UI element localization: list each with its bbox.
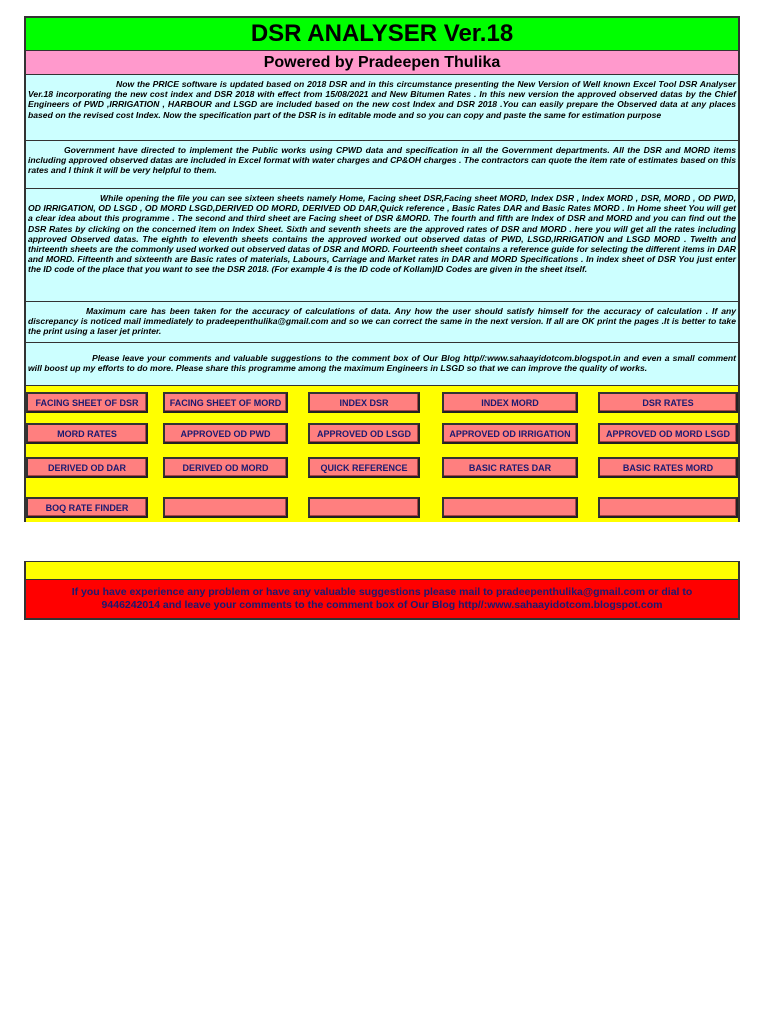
home-sheet: [24, 16, 740, 522]
basic-rates-dar-button[interactable]: BASIC RATES DAR: [442, 457, 578, 478]
quick-reference-button[interactable]: QUICK REFERENCE: [308, 457, 420, 478]
footer-spacer-bar: [26, 561, 738, 580]
contact-message: If you have experience any problem or have any valuable suggestions please mail to pradeepenthulika@gmail.com or dial to 9446242014 and leave your comments to the comment box of Our Blog http//:www.sahaayidotcom.blogspot.com: [26, 580, 738, 618]
empty-button-1[interactable]: [163, 497, 288, 518]
mord-rates-button[interactable]: MORD RATES: [26, 423, 148, 444]
dsr-rates-button[interactable]: DSR RATES: [598, 392, 738, 413]
page-title: DSR ANALYSER Ver.18: [26, 18, 738, 51]
index-mord-button[interactable]: INDEX MORD: [442, 392, 578, 413]
accuracy-paragraph: Maximum care has been taken for the accuracy of calculations of data. Any how the user should satisfy himself for the accuracy of calculation . If any discrepancy is noticed mail immediately to pradeepenthulika@gmail.com and so we can correct the same in the next version. If all are OK print the pages .It is better to take the print using a laser jet printer.: [26, 302, 738, 343]
basic-rates-mord-button[interactable]: BASIC RATES MORD: [598, 457, 738, 478]
government-paragraph: Government have directed to implement the Public works using CPWD data and specification in all the Government departments. All the DSR and MORD items including approved observed datas are included in Excel format with water charges and CP&OH charges . The contractors can quote the item rate of estimates based on this rates and I think it will be very helpful to them.: [26, 141, 738, 189]
intro-paragraph: Now the PRICE software is updated based on 2018 DSR and in this circumstance presenting the New Version of Well known Excel Tool DSR Analyser Ver.18 incorporating the new cost index and DSR 2018 with effect from 15/08/2021 and New Bitumen Rates . In this new version the approved observed datas by the Chief Engineers of PWD ,IRRIGATION , HARBOUR and LSGD are included based on the new cost Index and DSR 2018 .You can easily prepare the Observed data at any places based on the revised cost Index. Now the specification part of the DSR is in editable mode and so you can copy and paste the same for estimation purpose: [26, 75, 738, 141]
approved-od-mord-lsgd-button[interactable]: APPROVED OD MORD LSGD: [598, 423, 738, 444]
facing-sheet-mord-button[interactable]: FACING SHEET OF MORD: [163, 392, 288, 413]
empty-button-3[interactable]: [442, 497, 578, 518]
approved-od-pwd-button[interactable]: APPROVED OD PWD: [163, 423, 288, 444]
derived-od-dar-button[interactable]: DERIVED OD DAR: [26, 457, 148, 478]
footer-section: [24, 561, 740, 620]
boq-rate-finder-button[interactable]: BOQ RATE FINDER: [26, 497, 148, 518]
empty-button-4[interactable]: [598, 497, 738, 518]
approved-od-lsgd-button[interactable]: APPROVED OD LSGD: [308, 423, 420, 444]
empty-button-2[interactable]: [308, 497, 420, 518]
page-subtitle: Powered by Pradeepen Thulika: [26, 51, 738, 75]
index-dsr-button[interactable]: INDEX DSR: [308, 392, 420, 413]
facing-sheet-dsr-button[interactable]: FACING SHEET OF DSR: [26, 392, 148, 413]
navigation-button-grid: [26, 386, 738, 522]
sheets-description-paragraph: While opening the file you can see sixteen sheets namely Home, Facing sheet DSR,Facing sheet MORD, Index DSR , Index MORD , DSR, MORD , OD PWD, OD IRRIGATION, OD LSGD , OD MORD LSGD,DERIVED OD MORD, DERIVED OD DAR,Quick reference , Basic Rates DAR and Basic Rates MORD . In Home sheet You will get a clear idea about this programme . The second and third sheet are Facing sheet of DSR &MORD. The fourth and fifth are Index of DSR and MORD and you can find out the DSR Rates by clicking on the concerned item on Index Sheet. Sixth and seventh sheets are the approved rates of DSR and MORD . here you will get all the rates including approved Observed datas. The eighth to eleventh sheets contains the approved worked out observed datas of PWD, LSGD,IRRIGATION and LSGD MORD . Twelth and thirteenth sheets are the commonly used worked out observed datas of DSR and MORD. Fourteenth sheet contains a reference guide for selecting the different items in DAR and MORD. Fifteenth and sixteenth are Basic rates of materials, Labours, Carriage and Market rates in DAR and MORD Specifications . In index sheet of DSR You just enter the ID code of the place that you want to see the DSR 2018. (For example 4 is the ID code of Kollam)ID Codes are given in the sheet itself.: [26, 189, 738, 302]
derived-od-mord-button[interactable]: DERIVED OD MORD: [163, 457, 288, 478]
approved-od-irrigation-button[interactable]: APPROVED OD IRRIGATION: [442, 423, 578, 444]
comments-paragraph: Please leave your comments and valuable suggestions to the comment box of Our Blog http//:www.sahaayidotcom.blogspot.in and even a small comment will boost up my efforts to do more. Please share this programme among the maximum Engineers in LSGD so that we can improve the quality of works.: [26, 343, 738, 386]
